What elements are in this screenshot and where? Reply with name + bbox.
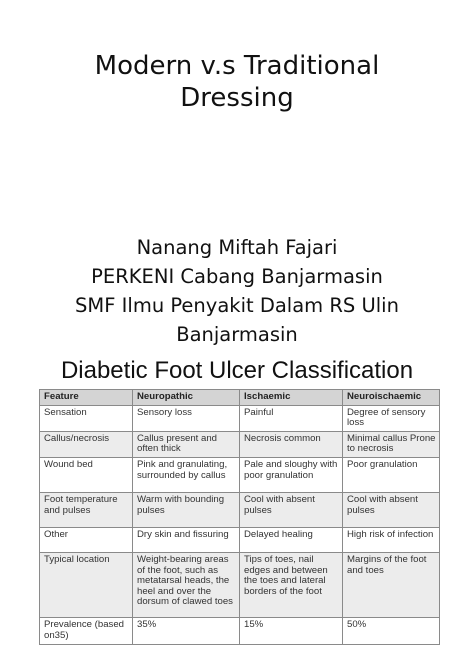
table-cell: 50% (343, 617, 440, 644)
table-row (40, 457, 440, 492)
table-cell: Pink and granulating, surrounded by callus (133, 457, 240, 492)
table-cell: Tips of toes, nail edges and between the toes and lateral borders of the foot (240, 552, 343, 617)
table-row (40, 552, 440, 617)
table-cell: Delayed healing (240, 527, 343, 552)
table-cell: Minimal callus Prone to necrosis (343, 431, 440, 457)
author-org-1: PERKENI Cabang Banjarmasin (91, 265, 383, 288)
table-cell: Warm with bounding pulses (133, 492, 240, 527)
table-row (40, 527, 440, 552)
slide-title-line-1: Modern v.s Traditional (94, 51, 380, 81)
slide-title (0, 50, 474, 114)
header-neuropathic: Neuropathic (133, 390, 240, 406)
table-row (40, 431, 440, 457)
table-cell: Callus present and often thick (133, 431, 240, 457)
table-cell: Weight-bearing areas of the foot, such as metatarsal heads, the heel and over the dorsum of clawed toes (133, 552, 240, 617)
table-cell: Painful (240, 405, 343, 431)
table-cell: Foot temperature and pulses (40, 492, 133, 527)
classification-table (39, 389, 440, 645)
table-cell: Dry skin and fissuring (133, 527, 240, 552)
author-block (0, 233, 474, 349)
header-neuroischaemic: Neuroischaemic (343, 390, 440, 406)
table-row (40, 405, 440, 431)
table-cell: Callus/necrosis (40, 431, 133, 457)
header-feature: Feature (40, 390, 133, 406)
table-cell: Cool with absent pulses (240, 492, 343, 527)
table-cell: Necrosis common (240, 431, 343, 457)
table-cell: High risk of infection (343, 527, 440, 552)
table-cell: Prevalence (based on35) (40, 617, 133, 644)
table-cell: Typical location (40, 552, 133, 617)
table-row (40, 617, 440, 644)
table-cell: Margins of the foot and toes (343, 552, 440, 617)
table-cell: Poor granulation (343, 457, 440, 492)
author-org-2: SMF Ilmu Penyakit Dalam RS Ulin Banjarmasin (75, 294, 399, 346)
table-cell: Wound bed (40, 457, 133, 492)
classification-table-container (39, 389, 439, 641)
table-cell: Sensation (40, 405, 133, 431)
author-name: Nanang Miftah Fajari (136, 236, 338, 259)
header-ischaemic: Ischaemic (240, 390, 343, 406)
slide-title-line-2: Dressing (180, 83, 294, 113)
table-cell: Other (40, 527, 133, 552)
table-cell: Cool with absent pulses (343, 492, 440, 527)
table-cell: Degree of sensory loss (343, 405, 440, 431)
table-cell: 15% (240, 617, 343, 644)
table-cell: 35% (133, 617, 240, 644)
table-row (40, 492, 440, 527)
table-cell: Pale and sloughy with poor granulation (240, 457, 343, 492)
table-header-row (40, 390, 440, 406)
table-cell: Sensory loss (133, 405, 240, 431)
section-title: Diabetic Foot Ulcer Classification (60, 357, 414, 384)
